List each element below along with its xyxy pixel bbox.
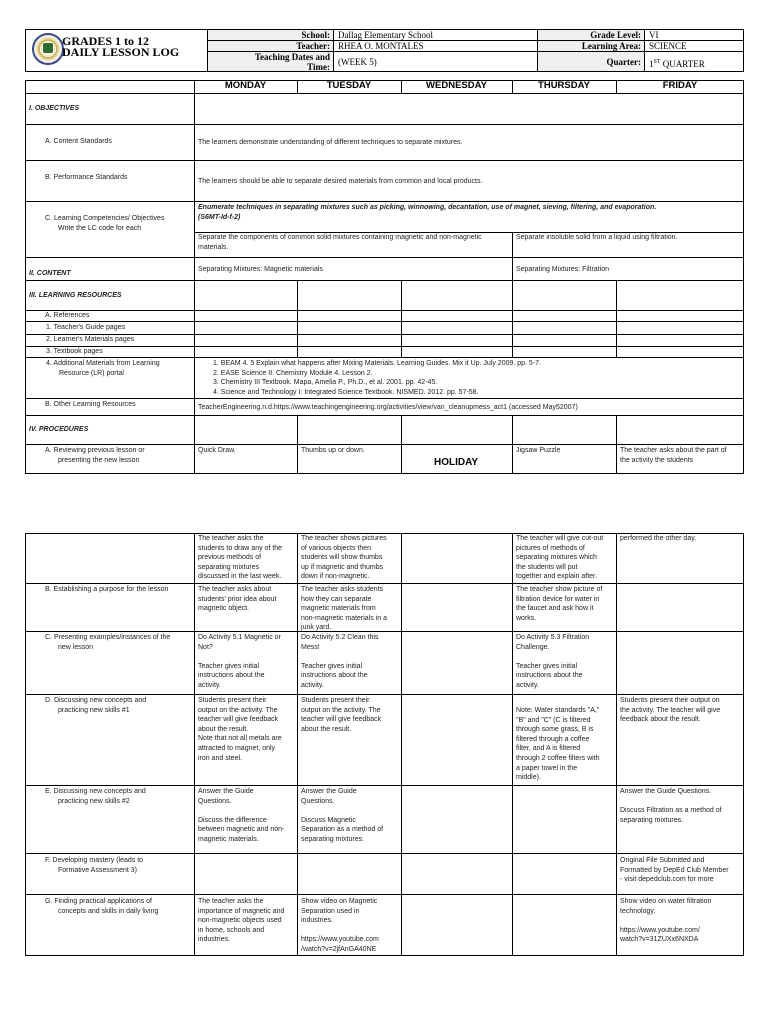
grade-label: Grade Level: xyxy=(538,30,645,41)
performance-standards-label: B. Performance Standards xyxy=(45,174,128,181)
list-item: 1. BEAM 4. 5 Explain what happens after Mixing Materials. Learning Guides. Mix it Up. July 2009. pp. 5-7. xyxy=(213,360,541,367)
list-item: 4. Science and Technology I: Integrated Science Textbook. NISMED. 2012. pp. 57-58. xyxy=(213,388,479,396)
day-wednesday: WEDNESDAY xyxy=(426,80,487,91)
mastery-friday: Original File Submitted and Formatted by DepEd Club Member - visit depedclub.com for more xyxy=(620,857,729,884)
header-table xyxy=(25,29,744,72)
teacher-value: RHEA O. MONTALES xyxy=(334,41,538,52)
video-link[interactable]: /watch?v=2jfAnGA40NE xyxy=(301,945,377,953)
concepts-2-label: E. Discussing new concepts and practicing new skills #2 xyxy=(45,788,146,805)
content-mon-tue: Separating Mixtures: Magnetic materials xyxy=(198,266,323,273)
applications-tuesday: Show video on Magnetic Separation used in industries. https://www.youtube.com /watch?v=2jfAnGA40NE xyxy=(301,898,379,953)
holiday-label: HOLIDAY xyxy=(434,457,479,468)
content-standards-label: A. Content Standards xyxy=(45,138,112,145)
school-label: School: xyxy=(208,30,334,41)
day-friday: FRIDAY xyxy=(662,80,698,91)
lm-label: 2. Learner's Materials pages xyxy=(46,336,135,343)
concepts-2-friday: Answer the Guide Questions. Discuss Filtration as a method of separating mixtures. xyxy=(620,788,722,824)
concepts-1-friday: Students present their output on the activity. The teacher will give feedback about the result. xyxy=(620,697,721,724)
quarter-value: 1ST QUARTER xyxy=(649,59,705,69)
competencies-text: Enumerate techniques in separating mixtures such as picking, winnowing, decantation, use of magnet, sieving, filtering, and evaporation. (S6MT-Id-f-2) xyxy=(198,204,657,221)
competencies-label: C. Learning Competencies/ Objectives Write the LC code for each xyxy=(45,215,165,232)
concepts-2-tuesday: Answer the Guide Questions. Discuss Magnetic Separation as a method of separating mixtures. xyxy=(301,788,384,843)
applications-label: G. Finding practical applications of concepts and skills in daily living xyxy=(45,898,159,915)
area-label: Learning Area: xyxy=(538,41,645,52)
resources-heading: III. LEARNING RESOURCES xyxy=(29,292,122,299)
quarter-label: Quarter: xyxy=(538,52,645,71)
review-thursday: Jigsaw Puzzle xyxy=(516,447,561,454)
concepts-1-thursday: Note: Water standards "A," "B" and "C" (C is filtered through some grass, B is filtered through a coffee filter, and A is filtered through 2 coffee filters with a paper towel in the middle). xyxy=(516,707,600,782)
mastery-label: F. Developing mastery (leads to Formative Assessment 3) xyxy=(45,857,144,874)
applications-friday: Show video on water filtration technology. https://www.youtube.com/ watch?v=31ZUXx6NXDA xyxy=(620,898,712,944)
deped-seal-icon xyxy=(32,33,64,65)
content-standards-text: The learners demonstrate understanding of different techniques to separate mixtures. xyxy=(198,139,463,146)
grade-value: VI xyxy=(645,30,743,41)
list-item: 3. Chemistry III Textbook. Mapa, Amelia P., Ph.D., et al. 2001. pp. 42-45. xyxy=(213,379,438,387)
video-link[interactable]: https://www.youtube.com/ xyxy=(620,926,700,934)
area-value: SCIENCE xyxy=(645,41,743,52)
purpose-monday: The teacher asks about students' prior idea about magnetic object. xyxy=(198,586,277,613)
log-title: GRADES 1 to 12 DAILY LESSON LOG xyxy=(62,34,180,59)
day-tuesday: TUESDAY xyxy=(326,80,372,91)
cont-thursday: The teacher will give cut-out pictures of methods of separating mixtures which the students will put together and explain after. xyxy=(516,535,604,581)
dates-value: (WEEK 5) xyxy=(334,52,538,71)
competencies-mon-tue: Separate the components of common solid mixtures containing magnetic and non-magnetic materials. xyxy=(198,234,482,251)
examples-tuesday: Do Activity 5.2 Clean this Mess! Teacher gives initial instructions about the activity. xyxy=(301,634,379,689)
applications-monday: The teacher asks the importance of magnetic and non-magnetic objects used in home, schools and industries. xyxy=(198,898,285,944)
concepts-2-monday: Answer the Guide Questions. Discuss the difference between magnetic and non- magnetic materials. xyxy=(198,788,285,843)
video-link[interactable]: https://www.youtube.com xyxy=(301,936,379,944)
other-resources-text: TeacherEngineering.n.d.https://www.teachingengineering.org/activities/view/van_cleanupmess_act1 (accessed May52007) xyxy=(198,404,578,411)
concepts-1-monday: Students present their output on the activity. The teacher will give feedback about the result. Note that not all metals are attracted to magnet, only iron and steel. xyxy=(198,697,282,762)
cont-friday: performed the other day. xyxy=(620,535,697,542)
teacher-label: Teacher: xyxy=(208,41,334,52)
review-monday: Quick Draw. xyxy=(198,447,236,454)
other-resources-label: B. Other Learning Resources xyxy=(45,401,136,408)
cont-tuesday: The teacher shows pictures of various objects then students will show thumbs up if magnetic and thumbs down if non-magnetic. xyxy=(301,535,387,581)
textbook-label: 3. Textbook pages xyxy=(46,348,103,355)
cont-monday: The teacher asks the students to draw any of the previous methods of separating mixtures discussed in the last week. xyxy=(198,535,283,581)
content-thu-fri: Separating Mixtures: Filtration xyxy=(516,266,609,273)
objectives-heading: I. OBJECTIVES xyxy=(29,105,80,112)
competencies-thu-fri: Separate insoluble solid from a liquid using filtration. xyxy=(516,234,678,241)
performance-standards-text: The learners should be able to separate desired materials from common and local products. xyxy=(198,178,483,185)
examples-monday: Do Activity 5.1 Magnetic or Not? Teacher gives initial instructions about the activity. xyxy=(198,634,281,689)
additional-materials-label: 4. Additional Materials from Learning Resource (LR) portal xyxy=(46,360,160,377)
purpose-thursday: The teacher show picture of filtration device for water in the faucet and ask how it works. xyxy=(516,586,603,622)
day-thursday: THURSDAY xyxy=(538,80,590,91)
procedures-heading: IV. PROCEDURES xyxy=(29,426,89,433)
logo-cell xyxy=(26,30,208,71)
video-link[interactable]: watch?v=31ZUXx6NXDA xyxy=(620,936,699,944)
purpose-tuesday: The teacher asks students how they can separate magnetic materials from non-magnetic materials in a junk yard. xyxy=(301,586,387,632)
references-label: A. References xyxy=(45,312,90,319)
additional-materials-list xyxy=(213,359,733,397)
examples-thursday: Do Activity 5.3 Filtration Challenge. Teacher gives initial instructions about the activity. xyxy=(516,634,590,689)
purpose-label: B. Establishing a purpose for the lesson xyxy=(45,586,169,593)
examples-label: C. Presenting examples/instances of the new lesson xyxy=(45,634,171,651)
list-item: 2. EASE Science II. Chemistry Module 4. Lesson 2. xyxy=(213,369,373,377)
school-value: Dallag Elementary School xyxy=(334,30,538,41)
content-heading: II. CONTENT xyxy=(29,270,71,277)
tg-label: 1. Teacher's Guide pages xyxy=(46,324,126,331)
concepts-1-tuesday: Students present their output on the activity. The teacher will give feedback about the result. xyxy=(301,697,382,733)
review-label: A. Reviewing previous lesson or presenting the new lesson xyxy=(45,447,145,464)
review-tuesday: Thumbs up or down. xyxy=(301,447,365,454)
concepts-1-label: D. Discussing new concepts and practicing new skills #1 xyxy=(45,697,147,714)
dates-label: Teaching Dates and Time: xyxy=(208,52,334,71)
review-friday: The teacher asks about the part of the activity the students xyxy=(620,447,727,464)
day-monday: MONDAY xyxy=(224,80,267,91)
